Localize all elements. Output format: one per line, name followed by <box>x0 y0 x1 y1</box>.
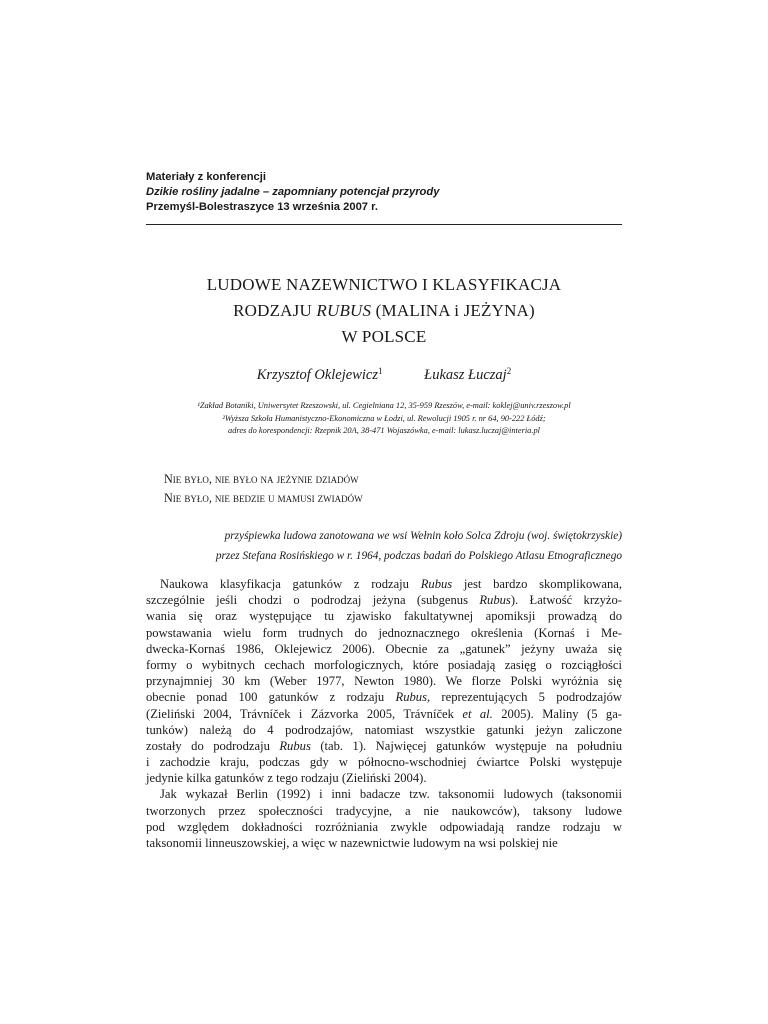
body-line: Naukowa klasyfikacja gatunków z rodzaju Rubus jest bardzo skomplikowana, <box>160 577 622 591</box>
body-line: zostały do podrodzaju Rubus (tab. 1). Najwięcej gatunków występuje na południu <box>146 738 622 753</box>
epigraph-source <box>146 526 622 566</box>
body-line: przynajmniej 30 km (Weber 1977, Newton 1980). We florze Polski wyróżnia się <box>146 674 622 689</box>
title-line-3: W POLSCE <box>341 327 427 346</box>
conference-header <box>146 170 622 215</box>
conference-place-date: Przemyśl-Bolestraszyce 13 września 2007 r. <box>146 201 378 213</box>
title-line-2 <box>146 298 622 324</box>
authors <box>146 366 622 384</box>
title-line-1: LUDOWE NAZEWNICTWO I KLASYFIKACJA <box>206 275 562 294</box>
body-line: dwecka-Kornaś 1986, Oklejewicz 2006). Obecnie za „gatunek” jeżyny uważa się <box>146 641 622 656</box>
author-2-name: Łukasz Łuczaj <box>424 367 507 383</box>
body-line: i zachodzie kraju, podczas gdy w północno-wschodniej ćwiartce Polski występuje <box>146 755 622 770</box>
epigraph-line-2: Nie było, nie bedzie u mamusi zwiadów <box>164 491 363 505</box>
title-line-2-pre: RODZAJU <box>233 301 317 320</box>
title-genus: RUBUS <box>316 301 372 320</box>
epigraph-source-line-1: przyśpiewka ludowa zanotowana we wsi Wełnin koło Solca Zdroju (woj. świętokrzyskie) <box>224 530 622 542</box>
body-text <box>146 576 622 851</box>
affiliation-1: ¹Zakład Botaniki, Uniwersytet Rzeszowski, ul. Cegielniana 12, 35-959 Rzeszów, e-mail: koklej@univ.rzeszow.pl <box>197 401 571 410</box>
epigraph <box>164 470 363 508</box>
affiliations <box>146 400 622 438</box>
body-line: obecnie ponad 100 gatunków z rodzaju Rubus, reprezentujących 5 podrodzajów <box>146 690 622 705</box>
body-line: szczególnie jeśli chodzi o podrodzaj jeżyna (subgenus Rubus). Łatwość krzyżo- <box>146 593 622 608</box>
body-line: powstawania wielu form trudnych do jednoznacznego określenia (Kornaś i Me- <box>146 625 622 640</box>
body-line: taksonomii linneuszowskiej, a więc w nazewnictwie ludowym na wsi polskiej nie <box>146 836 558 850</box>
conference-line: Materiały z konferencji <box>146 171 266 183</box>
author-1-name: Krzysztof Oklejewicz <box>256 367 378 383</box>
epigraph-line-1: Nie było, nie było na jeżynie dziadów <box>164 472 359 486</box>
body-line: (Zieliński 2004, Trávníček i Zázvorka 2005, Trávníček et al. 2005). Maliny (5 ga- <box>146 706 622 721</box>
author-1-sup: 1 <box>378 366 383 376</box>
author-2 <box>424 366 511 384</box>
body-line: tunków) należą do 4 podrodzajów, natomiast wszystkie gatunki jeżyn zaliczone <box>146 722 622 737</box>
body-line: Jak wykazał Berlin (1992) i inni badacze tzw. taksonomii ludowych (taksonomii <box>160 787 622 802</box>
epigraph-source-line-2: przez Stefana Rosińskiego w r. 1964, podczas badań do Polskiego Atlasu Etnograficznego <box>215 550 622 562</box>
body-line: jedynie kilka gatunków z tego rodzaju (Zieliński 2004). <box>146 771 427 786</box>
body-line: pod względem dokładności rozróżniania zwykle odpowiadają randze rodzaju w <box>146 819 622 834</box>
header-rule <box>146 224 622 225</box>
correspondence-address: adres do korespondencji: Rzepnik 20A, 38-471 Wojaszówka, e-mail: lukasz.luczaj@interia.pl <box>228 426 540 436</box>
article-title <box>146 272 622 350</box>
author-1 <box>257 366 383 384</box>
author-2-sup: 2 <box>506 366 512 376</box>
conference-title: Dzikie rośliny jadalne – zapomniany potencjał przyrody <box>146 186 440 198</box>
body-line: formy o wybitnych cechach morfologicznych, które posiadają zasięg o rozciągłości <box>146 657 622 672</box>
body-line: wania się oraz występujące tu zjawisko fakultatywnej apomiksji prowadzą do <box>146 609 622 624</box>
title-line-2-post: (MALINA i JEŻYNA) <box>371 301 535 320</box>
body-line: tworzonych przez społeczności tradycyjne, a nie naukowców), taksony ludowe <box>146 803 622 818</box>
affiliation-2: ²Wyższa Szkoła Humanistyczno-Ekonomiczna w Łodzi, ul. Rewolucji 1905 r. nr 64, 90-222 Łódź; <box>222 413 546 423</box>
